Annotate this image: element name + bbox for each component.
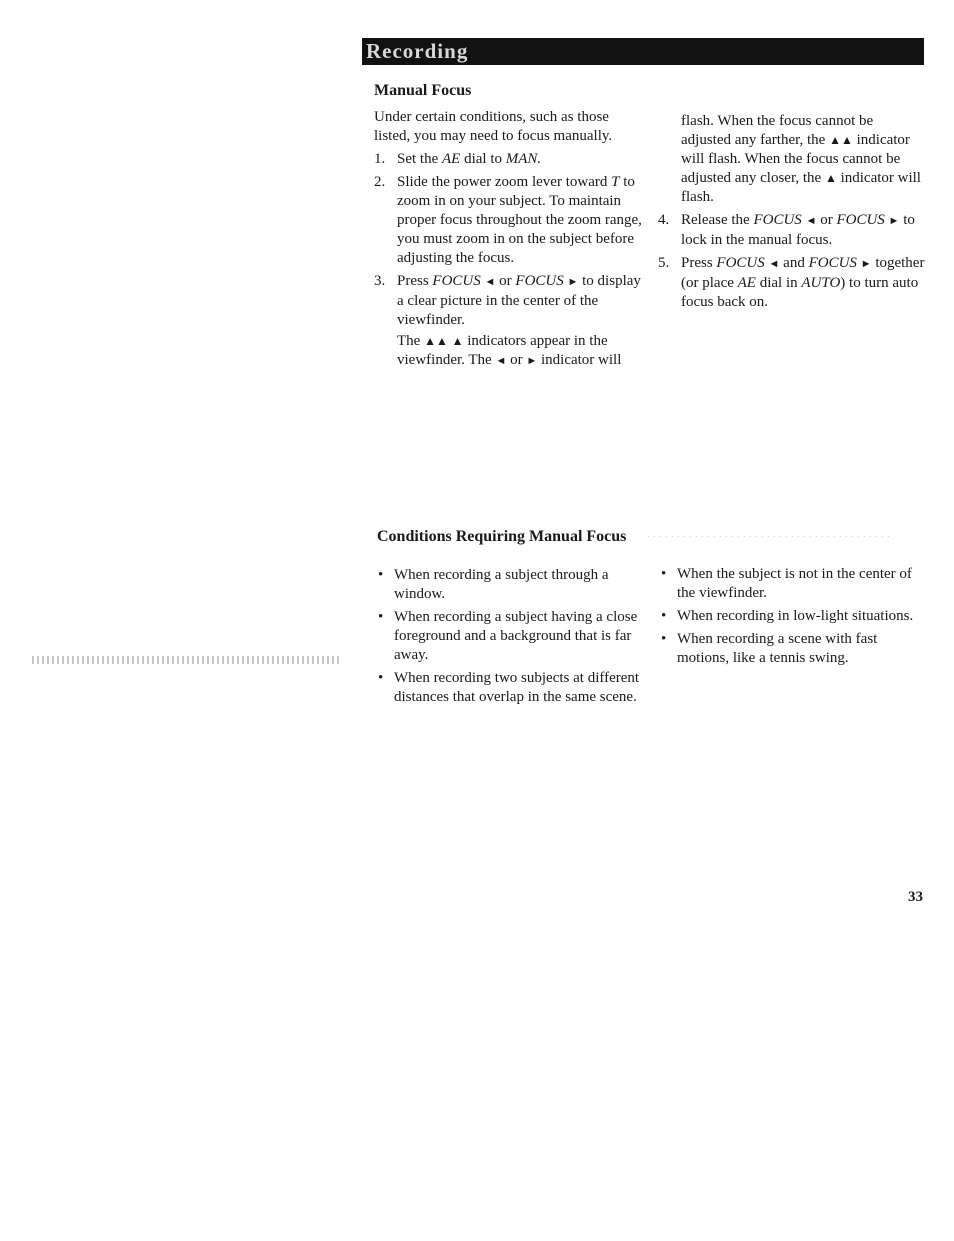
condition-text: When recording a subject having a close foreground and a background that is far away. (394, 609, 638, 663)
step-4 (658, 211, 926, 250)
step-1 (374, 150, 644, 169)
step-text: Slide the power zoom lever toward (397, 174, 612, 190)
bullet-icon: • (661, 566, 667, 582)
step-text-italic: FOCUS (753, 212, 802, 228)
step-text-italic: FOCUS (836, 212, 885, 228)
bullet-icon: • (661, 631, 667, 647)
condition-text: When the subject is not in the center of the viewfinder. (677, 566, 912, 601)
condition-text: When recording a scene with fast motions, like a tennis swing. (677, 631, 878, 666)
step-text: Release the (681, 212, 754, 228)
step-number: 2. (374, 174, 386, 190)
step-2 (374, 173, 644, 268)
condition-item (377, 608, 645, 665)
right-arrow-icon: ► (526, 355, 538, 367)
right-arrow-icon: ► (567, 276, 579, 288)
step-text: or (495, 273, 516, 289)
section-header-bar (362, 38, 924, 65)
note-text: indicators appear in the viewfinder. The (397, 333, 608, 368)
step-5 (658, 254, 926, 312)
manual-focus-left-column (374, 81, 644, 375)
condition-item (377, 566, 645, 604)
note-text: or (510, 352, 523, 368)
step-number: 4. (658, 212, 670, 228)
bullet-icon: • (661, 608, 667, 624)
step-text-italic: FOCUS (716, 255, 765, 271)
manual-focus-steps-right (658, 211, 926, 312)
step-text: dial in (755, 275, 802, 291)
far-focus-icon: ▲▲ (829, 133, 853, 147)
step-number: 3. (374, 273, 386, 289)
scan-artifact (32, 656, 340, 664)
step-text: and (779, 255, 809, 271)
step-3-continued (658, 112, 926, 207)
step-text: or (816, 212, 837, 228)
bullet-icon: • (378, 567, 384, 583)
conditions-left-column (377, 566, 645, 711)
manual-focus-steps-left (374, 150, 644, 371)
manual-focus-heading: Manual Focus (374, 82, 472, 99)
left-arrow-icon: ◄ (484, 276, 496, 288)
step-text: Set the (397, 151, 442, 167)
conditions-list-right (660, 565, 926, 668)
step-text-italic: MAN. (505, 151, 542, 167)
step-text-italic: AE (442, 151, 461, 167)
condition-item (660, 565, 926, 603)
step-text-italic: FOCUS (515, 273, 564, 289)
condition-text: When recording a subject through a window. (394, 567, 609, 602)
near-focus-icon: ▲ (824, 171, 837, 185)
step-text-italic: FOCUS (808, 255, 857, 271)
step-text: Press (397, 273, 433, 289)
note-text: indicator will flash. (681, 170, 921, 205)
note-text: indicator will (540, 352, 622, 368)
bullet-icon: • (378, 609, 384, 625)
condition-text: When recording in low-light situations. (677, 608, 914, 624)
left-arrow-icon: ◄ (495, 355, 507, 367)
right-arrow-icon: ► (860, 258, 872, 270)
step-text-italic: AE (737, 275, 756, 291)
step-text: Press (681, 255, 717, 271)
condition-item (660, 630, 926, 668)
step-text-italic: AUTO (801, 275, 841, 291)
manual-focus-intro: Under certain conditions, such as those listed, you may need to focus manually. (374, 109, 613, 144)
left-arrow-icon: ◄ (768, 258, 780, 270)
step-text: to display a clear picture in the center of the viewfinder. (397, 273, 641, 328)
note-text: indicator will flash. When the focus cannot be adjusted any closer, the (681, 132, 910, 186)
section-title: Recording (366, 39, 469, 63)
step-text-italic: T (611, 174, 620, 190)
step-3 (374, 272, 644, 371)
condition-text: When recording two subjects at different distances that overlap in the same scene. (394, 670, 640, 705)
step-number: 1. (374, 151, 386, 167)
note-text: flash. When the focus cannot be adjusted any farther, the (681, 113, 874, 148)
page-number: 33 (908, 889, 923, 905)
far-focus-icon: ▲▲ (424, 334, 448, 348)
step-text: ) to turn auto focus back on. (681, 275, 919, 310)
scan-artifact-line (648, 536, 892, 537)
step-text: to lock in the manual focus. (681, 212, 915, 248)
condition-item (377, 669, 645, 707)
bullet-icon: • (378, 670, 384, 686)
left-arrow-icon: ◄ (805, 215, 817, 227)
right-arrow-icon: ► (888, 215, 900, 227)
conditions-right-column (660, 565, 926, 672)
conditions-list-left (377, 566, 645, 707)
step-text: dial to (460, 151, 506, 167)
step-text: to zoom in on your subject. To maintain proper focus throughout the zoom range, you must zoom in on the subject before adjusting the focus. (397, 174, 642, 266)
note-text: The (397, 333, 421, 349)
step-number: 5. (658, 255, 670, 271)
manual-focus-right-column (658, 112, 926, 316)
step-3-note (397, 332, 644, 371)
condition-item (660, 607, 926, 626)
step-text: together (or place (681, 255, 925, 291)
conditions-heading: Conditions Requiring Manual Focus (377, 528, 627, 545)
step-text-italic: FOCUS (432, 273, 481, 289)
near-focus-icon: ▲ (451, 334, 464, 348)
